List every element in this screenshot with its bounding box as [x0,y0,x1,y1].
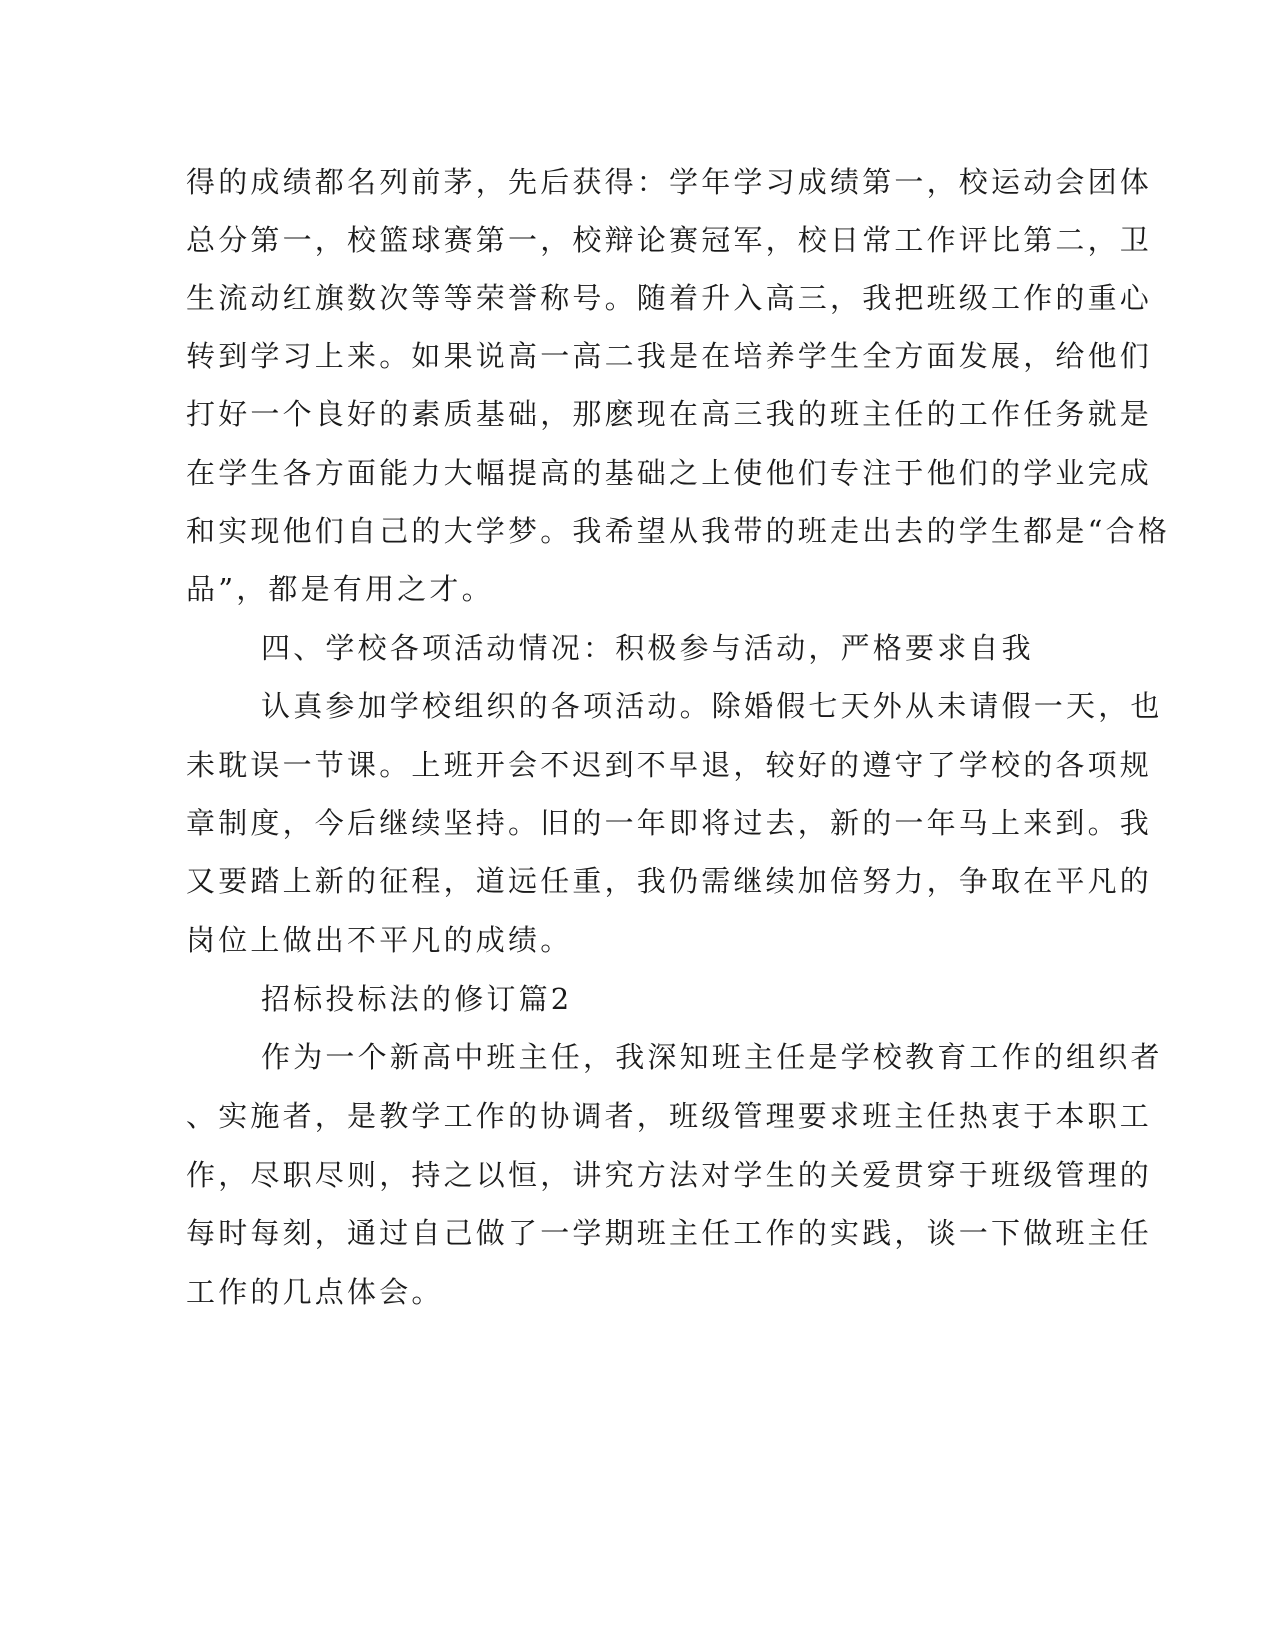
paragraph-line: 品”，都是有用之才。 [186,572,494,606]
paragraph-line: 章制度，今后继续坚持。旧的一年即将过去，新的一年马上来到。我 [186,806,1153,840]
paragraph-line: 岗位上做出不平凡的成绩。 [186,923,573,957]
paragraph-line: 得的成绩都名列前茅，先后获得：学年学习成绩第一，校运动会团体 [186,165,1153,199]
paragraph-line: 生流动红旗数次等等荣誉称号。随着升入高三，我把班级工作的重心 [186,281,1153,315]
section-heading: 四、学校各项活动情况：积极参与活动，严格要求自我 [261,631,1034,665]
paragraph-line: 和实现他们自己的大学梦。我希望从我带的班走出去的学生都是“合格 [186,514,1171,548]
paragraph-line: 、实施者，是教学工作的协调者，班级管理要求班主任热衷于本职工 [186,1099,1153,1133]
paragraph-line: 转到学习上来。如果说高一高二我是在培养学生全方面发展，给他们 [186,339,1153,373]
paragraph-line: 总分第一，校篮球赛第一，校辩论赛冠军，校日常工作评比第二，卫 [186,223,1153,257]
paragraph-line: 在学生各方面能力大幅提高的基础之上使他们专注于他们的学业完成 [186,456,1153,490]
paragraph-line: 每时每刻，通过自己做了一学期班主任工作的实践，谈一下做班主任 [186,1216,1153,1250]
paragraph-line: 未耽误一节课。上班开会不迟到不早退，较好的遵守了学校的各项规 [186,748,1153,782]
paragraph-line: 认真参加学校组织的各项活动。除婚假七天外从未请假一天，也 [261,689,1163,723]
paragraph-line: 作，尽职尽则，持之以恒，讲究方法对学生的关爱贯穿于班级管理的 [186,1158,1153,1192]
article-heading: 招标投标法的修订篇2 [261,982,573,1016]
paragraph-line: 工作的几点体会。 [186,1275,444,1309]
paragraph-line: 作为一个新高中班主任，我深知班主任是学校教育工作的组织者 [261,1040,1163,1074]
paragraph-line: 又要踏上新的征程，道远任重，我仍需继续加倍努力，争取在平凡的 [186,864,1153,898]
paragraph-line: 打好一个良好的素质基础，那麽现在高三我的班主任的工作任务就是 [186,397,1153,431]
